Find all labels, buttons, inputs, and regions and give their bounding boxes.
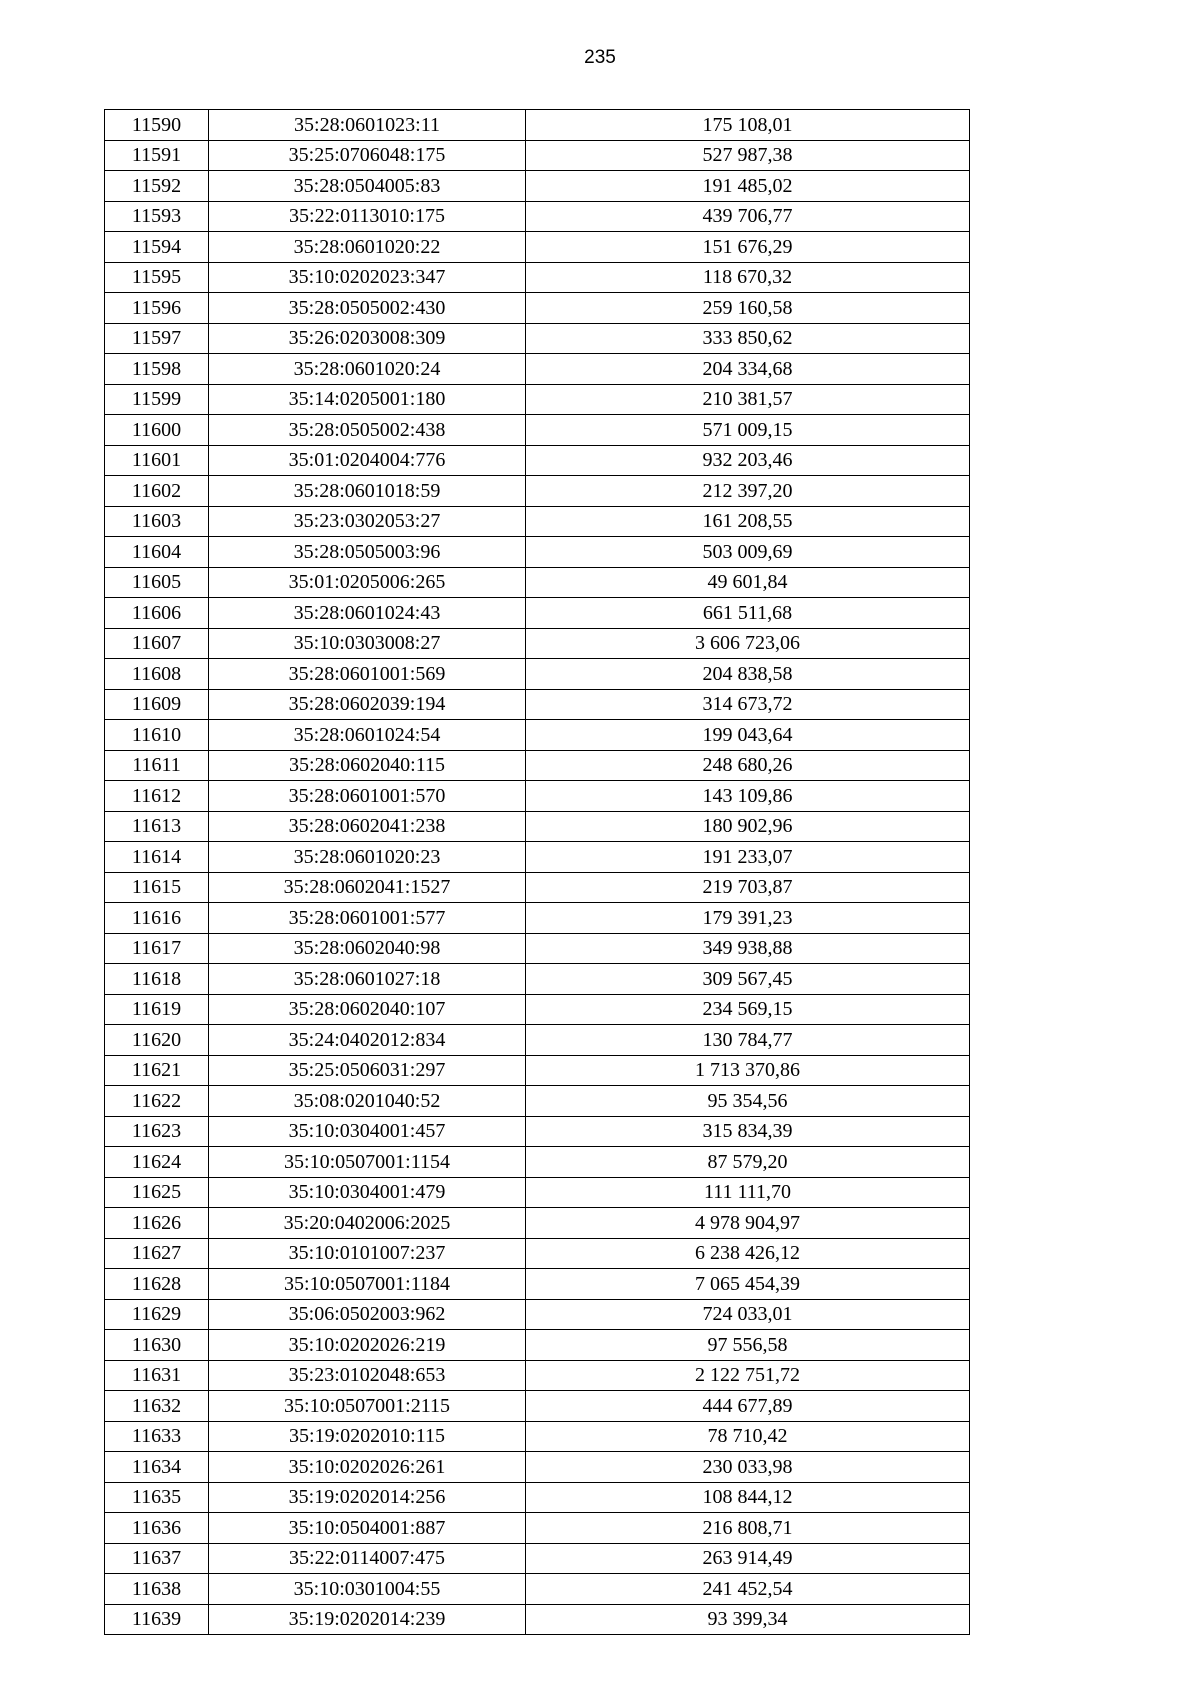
cadastral-number-cell: 35:10:0507001:1154 — [209, 1147, 526, 1178]
row-number-cell: 11606 — [105, 598, 209, 629]
cadastral-value-cell: 503 009,69 — [526, 537, 970, 568]
cadastral-value-cell: 259 160,58 — [526, 293, 970, 324]
row-number-cell: 11632 — [105, 1391, 209, 1422]
cadastral-value-cell: 191 233,07 — [526, 842, 970, 873]
cadastral-value-cell: 93 399,34 — [526, 1604, 970, 1635]
row-number-cell: 11627 — [105, 1238, 209, 1269]
cadastral-value-cell: 175 108,01 — [526, 110, 970, 141]
cadastral-number-cell: 35:22:0114007:475 — [209, 1543, 526, 1574]
table-row — [105, 659, 970, 690]
cadastral-value-cell: 161 208,55 — [526, 506, 970, 537]
cadastral-number-cell: 35:24:0402012:834 — [209, 1025, 526, 1056]
cadastral-value-table — [104, 109, 970, 1635]
cadastral-value-cell: 241 452,54 — [526, 1574, 970, 1605]
row-number-cell: 11609 — [105, 689, 209, 720]
cadastral-value-cell: 230 033,98 — [526, 1452, 970, 1483]
cadastral-value-cell: 97 556,58 — [526, 1330, 970, 1361]
cadastral-number-cell: 35:10:0304001:457 — [209, 1116, 526, 1147]
table-row — [105, 1208, 970, 1239]
cadastral-value-cell: 143 109,86 — [526, 781, 970, 812]
row-number-cell: 11628 — [105, 1269, 209, 1300]
cadastral-value-cell: 234 569,15 — [526, 994, 970, 1025]
row-number-cell: 11610 — [105, 720, 209, 751]
cadastral-number-cell: 35:14:0205001:180 — [209, 384, 526, 415]
row-number-cell: 11612 — [105, 781, 209, 812]
row-number-cell: 11607 — [105, 628, 209, 659]
table-row — [105, 323, 970, 354]
cadastral-number-cell: 35:26:0203008:309 — [209, 323, 526, 354]
cadastral-value-cell: 4 978 904,97 — [526, 1208, 970, 1239]
cadastral-number-cell: 35:10:0101007:237 — [209, 1238, 526, 1269]
row-number-cell: 11626 — [105, 1208, 209, 1239]
cadastral-number-cell: 35:28:0601020:23 — [209, 842, 526, 873]
cadastral-number-cell: 35:28:0504005:83 — [209, 171, 526, 202]
table-body — [105, 110, 970, 1635]
row-number-cell: 11600 — [105, 415, 209, 446]
row-number-cell: 11629 — [105, 1299, 209, 1330]
cadastral-number-cell: 35:28:0601018:59 — [209, 476, 526, 507]
cadastral-value-cell: 108 844,12 — [526, 1482, 970, 1513]
table-row — [105, 354, 970, 385]
cadastral-number-cell: 35:28:0601001:577 — [209, 903, 526, 934]
row-number-cell: 11634 — [105, 1452, 209, 1483]
cadastral-number-cell: 35:10:0202026:261 — [209, 1452, 526, 1483]
cadastral-value-cell: 932 203,46 — [526, 445, 970, 476]
cadastral-value-cell: 527 987,38 — [526, 140, 970, 171]
row-number-cell: 11615 — [105, 872, 209, 903]
cadastral-value-cell: 212 397,20 — [526, 476, 970, 507]
row-number-cell: 11596 — [105, 293, 209, 324]
table-row — [105, 1269, 970, 1300]
cadastral-value-cell: 191 485,02 — [526, 171, 970, 202]
row-number-cell: 11599 — [105, 384, 209, 415]
row-number-cell: 11594 — [105, 232, 209, 263]
cadastral-number-cell: 35:10:0504001:887 — [209, 1513, 526, 1544]
cadastral-value-cell: 87 579,20 — [526, 1147, 970, 1178]
row-number-cell: 11619 — [105, 994, 209, 1025]
table-row — [105, 994, 970, 1025]
table-row — [105, 1116, 970, 1147]
cadastral-value-cell: 333 850,62 — [526, 323, 970, 354]
cadastral-value-cell: 151 676,29 — [526, 232, 970, 263]
cadastral-value-cell: 204 334,68 — [526, 354, 970, 385]
cadastral-value-cell: 444 677,89 — [526, 1391, 970, 1422]
table-row — [105, 537, 970, 568]
cadastral-value-cell: 111 111,70 — [526, 1177, 970, 1208]
table-row — [105, 415, 970, 446]
cadastral-value-cell: 219 703,87 — [526, 872, 970, 903]
row-number-cell: 11598 — [105, 354, 209, 385]
table-row — [105, 1086, 970, 1117]
row-number-cell: 11625 — [105, 1177, 209, 1208]
row-number-cell: 11597 — [105, 323, 209, 354]
row-number-cell: 11602 — [105, 476, 209, 507]
cadastral-number-cell: 35:08:0201040:52 — [209, 1086, 526, 1117]
table-row — [105, 1513, 970, 1544]
cadastral-value-cell: 724 033,01 — [526, 1299, 970, 1330]
row-number-cell: 11593 — [105, 201, 209, 232]
cadastral-value-cell: 2 122 751,72 — [526, 1360, 970, 1391]
cadastral-value-cell: 661 511,68 — [526, 598, 970, 629]
row-number-cell: 11613 — [105, 811, 209, 842]
cadastral-value-cell: 349 938,88 — [526, 933, 970, 964]
table-row — [105, 1421, 970, 1452]
table-row — [105, 1574, 970, 1605]
cadastral-number-cell: 35:10:0303008:27 — [209, 628, 526, 659]
table-row — [105, 1543, 970, 1574]
cadastral-number-cell: 35:28:0601020:22 — [209, 232, 526, 263]
table-row — [105, 781, 970, 812]
row-number-cell: 11603 — [105, 506, 209, 537]
table-row — [105, 1025, 970, 1056]
cadastral-value-cell: 180 902,96 — [526, 811, 970, 842]
cadastral-value-cell: 216 808,71 — [526, 1513, 970, 1544]
row-number-cell: 11604 — [105, 537, 209, 568]
table-row — [105, 628, 970, 659]
row-number-cell: 11639 — [105, 1604, 209, 1635]
cadastral-number-cell: 35:28:0601001:570 — [209, 781, 526, 812]
table-row — [105, 506, 970, 537]
cadastral-value-cell: 179 391,23 — [526, 903, 970, 934]
cadastral-value-cell: 210 381,57 — [526, 384, 970, 415]
table-row — [105, 567, 970, 598]
table-row — [105, 262, 970, 293]
cadastral-number-cell: 35:01:0204004:776 — [209, 445, 526, 476]
table-row — [105, 1147, 970, 1178]
row-number-cell: 11620 — [105, 1025, 209, 1056]
row-number-cell: 11636 — [105, 1513, 209, 1544]
cadastral-number-cell: 35:01:0205006:265 — [209, 567, 526, 598]
row-number-cell: 11617 — [105, 933, 209, 964]
cadastral-value-cell: 95 354,56 — [526, 1086, 970, 1117]
cadastral-value-cell: 78 710,42 — [526, 1421, 970, 1452]
table-row — [105, 1299, 970, 1330]
row-number-cell: 11592 — [105, 171, 209, 202]
row-number-cell: 11635 — [105, 1482, 209, 1513]
row-number-cell: 11605 — [105, 567, 209, 598]
table-row — [105, 232, 970, 263]
table-row — [105, 750, 970, 781]
cadastral-number-cell: 35:28:0601024:43 — [209, 598, 526, 629]
cadastral-value-cell: 248 680,26 — [526, 750, 970, 781]
table-row — [105, 1482, 970, 1513]
table-row — [105, 1177, 970, 1208]
table-row — [105, 1604, 970, 1635]
row-number-cell: 11618 — [105, 964, 209, 995]
cadastral-number-cell: 35:28:0601023:11 — [209, 110, 526, 141]
cadastral-number-cell: 35:10:0507001:1184 — [209, 1269, 526, 1300]
row-number-cell: 11621 — [105, 1055, 209, 1086]
cadastral-number-cell: 35:22:0113010:175 — [209, 201, 526, 232]
cadastral-number-cell: 35:19:0202014:256 — [209, 1482, 526, 1513]
cadastral-number-cell: 35:28:0602041:238 — [209, 811, 526, 842]
table-row — [105, 598, 970, 629]
table-row — [105, 445, 970, 476]
cadastral-value-cell: 49 601,84 — [526, 567, 970, 598]
table-row — [105, 1391, 970, 1422]
table-row — [105, 1330, 970, 1361]
row-number-cell: 11638 — [105, 1574, 209, 1605]
cadastral-number-cell: 35:19:0202014:239 — [209, 1604, 526, 1635]
row-number-cell: 11622 — [105, 1086, 209, 1117]
cadastral-value-cell: 263 914,49 — [526, 1543, 970, 1574]
row-number-cell: 11616 — [105, 903, 209, 934]
cadastral-number-cell: 35:28:0505002:438 — [209, 415, 526, 446]
table-row — [105, 903, 970, 934]
cadastral-value-cell: 1 713 370,86 — [526, 1055, 970, 1086]
cadastral-number-cell: 35:10:0202023:347 — [209, 262, 526, 293]
table-row — [105, 1452, 970, 1483]
cadastral-number-cell: 35:28:0505003:96 — [209, 537, 526, 568]
cadastral-number-cell: 35:10:0304001:479 — [209, 1177, 526, 1208]
row-number-cell: 11614 — [105, 842, 209, 873]
table-row — [105, 811, 970, 842]
table-row — [105, 110, 970, 141]
cadastral-number-cell: 35:28:0602040:107 — [209, 994, 526, 1025]
cadastral-number-cell: 35:23:0302053:27 — [209, 506, 526, 537]
table-row — [105, 171, 970, 202]
cadastral-number-cell: 35:06:0502003:962 — [209, 1299, 526, 1330]
cadastral-number-cell: 35:25:0506031:297 — [209, 1055, 526, 1086]
cadastral-value-cell: 118 670,32 — [526, 262, 970, 293]
cadastral-number-cell: 35:10:0301004:55 — [209, 1574, 526, 1605]
cadastral-value-cell: 309 567,45 — [526, 964, 970, 995]
cadastral-value-cell: 130 784,77 — [526, 1025, 970, 1056]
cadastral-value-cell: 439 706,77 — [526, 201, 970, 232]
row-number-cell: 11611 — [105, 750, 209, 781]
table-row — [105, 140, 970, 171]
table-row — [105, 1360, 970, 1391]
row-number-cell: 11591 — [105, 140, 209, 171]
cadastral-value-cell: 204 838,58 — [526, 659, 970, 690]
cadastral-value-cell: 314 673,72 — [526, 689, 970, 720]
cadastral-number-cell: 35:25:0706048:175 — [209, 140, 526, 171]
cadastral-number-cell: 35:28:0505002:430 — [209, 293, 526, 324]
table-row — [105, 689, 970, 720]
cadastral-number-cell: 35:28:0601020:24 — [209, 354, 526, 385]
cadastral-value-cell: 199 043,64 — [526, 720, 970, 751]
row-number-cell: 11633 — [105, 1421, 209, 1452]
table-row — [105, 384, 970, 415]
table-row — [105, 842, 970, 873]
table-row — [105, 1238, 970, 1269]
cadastral-number-cell: 35:23:0102048:653 — [209, 1360, 526, 1391]
cadastral-number-cell: 35:28:0602040:115 — [209, 750, 526, 781]
row-number-cell: 11624 — [105, 1147, 209, 1178]
row-number-cell: 11601 — [105, 445, 209, 476]
cadastral-value-cell: 3 606 723,06 — [526, 628, 970, 659]
cadastral-number-cell: 35:28:0601027:18 — [209, 964, 526, 995]
cadastral-number-cell: 35:19:0202010:115 — [209, 1421, 526, 1452]
row-number-cell: 11630 — [105, 1330, 209, 1361]
cadastral-number-cell: 35:10:0202026:219 — [209, 1330, 526, 1361]
cadastral-number-cell: 35:10:0507001:2115 — [209, 1391, 526, 1422]
cadastral-number-cell: 35:20:0402006:2025 — [209, 1208, 526, 1239]
cadastral-value-cell: 571 009,15 — [526, 415, 970, 446]
table-row — [105, 201, 970, 232]
table-row — [105, 1055, 970, 1086]
row-number-cell: 11637 — [105, 1543, 209, 1574]
cadastral-number-cell: 35:28:0601001:569 — [209, 659, 526, 690]
table-row — [105, 872, 970, 903]
row-number-cell: 11631 — [105, 1360, 209, 1391]
cadastral-number-cell: 35:28:0601024:54 — [209, 720, 526, 751]
table-row — [105, 964, 970, 995]
table-row — [105, 933, 970, 964]
table-row — [105, 293, 970, 324]
cadastral-value-cell: 315 834,39 — [526, 1116, 970, 1147]
cadastral-value-cell: 7 065 454,39 — [526, 1269, 970, 1300]
table-row — [105, 720, 970, 751]
row-number-cell: 11608 — [105, 659, 209, 690]
page-number: 235 — [584, 47, 616, 68]
row-number-cell: 11590 — [105, 110, 209, 141]
cadastral-number-cell: 35:28:0602039:194 — [209, 689, 526, 720]
cadastral-number-cell: 35:28:0602040:98 — [209, 933, 526, 964]
row-number-cell: 11623 — [105, 1116, 209, 1147]
row-number-cell: 11595 — [105, 262, 209, 293]
cadastral-value-cell: 6 238 426,12 — [526, 1238, 970, 1269]
table-row — [105, 476, 970, 507]
cadastral-number-cell: 35:28:0602041:1527 — [209, 872, 526, 903]
